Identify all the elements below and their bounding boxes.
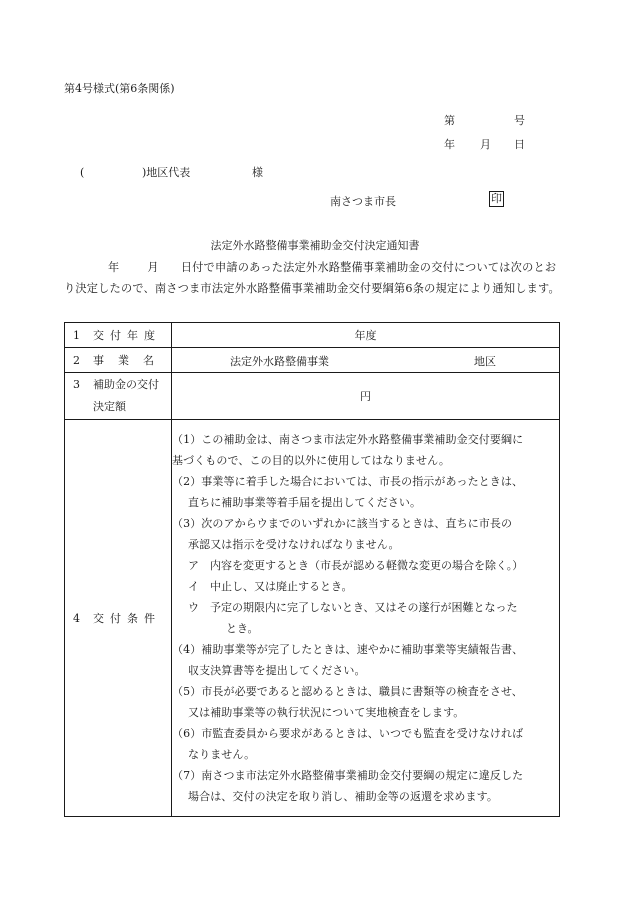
- condition-item: [172, 723, 559, 765]
- condition-item: [172, 765, 559, 807]
- sub-condition-key: ア: [188, 559, 199, 572]
- condition-text-continued: 場合は、交付の決定を取り消し、補助金等の返還を求めます。: [188, 790, 498, 803]
- body-year: 年: [108, 261, 120, 274]
- date-month: 月: [480, 138, 491, 151]
- project-name: 法定外水路整備事業: [230, 355, 329, 368]
- sub-condition-text: 予定の期限内に完了しないとき、又はその遂行が困難となった: [210, 601, 518, 614]
- condition-text: （2）事業等に着手した場合においては、市長の指示があったときは、: [172, 475, 524, 488]
- condition-text: （5）市長が必要であると認めるときは、職員に書類等の検査をさせ、: [172, 685, 523, 698]
- condition-text-continued: なりません。: [188, 748, 256, 761]
- sub-condition-key: イ: [188, 580, 199, 593]
- project-area: 地区: [474, 355, 496, 368]
- date-line: [444, 136, 525, 152]
- seal-mark: 印: [491, 192, 502, 205]
- row-label-line2: 決定額: [93, 400, 126, 413]
- condition-text: （6）市監査委員から要求があるときは、いつでも監査を受けなければ: [172, 727, 524, 740]
- condition-item: [172, 639, 559, 681]
- condition-text-continued: 直ちに補助事業等着手届を提出してください。: [188, 496, 422, 509]
- row-label-line1: 補助金の交付: [93, 378, 159, 391]
- row-number: 3: [73, 378, 80, 391]
- sub-condition-text: 内容を変更するとき（市長が認める軽微な変更の場合を除く。）: [210, 559, 524, 572]
- form-number: 第4号様式(第6条関係): [64, 82, 175, 95]
- row-label: [65, 373, 172, 420]
- date-day: 日: [514, 138, 525, 151]
- row-number: 4: [73, 611, 80, 625]
- row-number: 2: [73, 353, 80, 367]
- sub-condition-key: ウ: [188, 601, 199, 614]
- row-label: [65, 348, 172, 373]
- conditions-cell: [172, 420, 560, 817]
- addressee-honorific: 様: [252, 166, 263, 179]
- table-row: [65, 348, 560, 373]
- sub-condition-text-continued: とき。: [226, 622, 259, 635]
- condition-item: [172, 681, 559, 723]
- sub-condition-text: 中止し、又は廃止するとき。: [210, 580, 353, 593]
- row-number: 1: [73, 328, 80, 342]
- document-number-suffix: 号: [514, 114, 525, 127]
- body-paragraph: [64, 257, 564, 299]
- condition-text-continued: 承認又は指示を受けなければなりません。: [188, 538, 400, 551]
- condition-item: [172, 429, 559, 471]
- row-label: [65, 420, 172, 817]
- table-row: [65, 420, 560, 817]
- row-value: 年度: [172, 323, 560, 348]
- row-label-text: 交付年度: [93, 329, 161, 342]
- grant-details-table: [64, 322, 560, 817]
- condition-text: （1）この補助金は、南さつま市法定外水路整備事業補助金交付要綱に: [172, 433, 524, 446]
- row-label-text: 事業名: [93, 354, 168, 367]
- date-year: 年: [444, 138, 455, 151]
- condition-text-continued: 又は補助事業等の執行状況について実地検査をします。: [188, 706, 465, 719]
- sub-condition-item: [172, 597, 559, 639]
- table-row: [65, 323, 560, 348]
- addressee-paren-open: (: [80, 166, 85, 179]
- sub-condition-item: [172, 576, 559, 597]
- document-number-label: 第: [444, 114, 455, 127]
- condition-text-continued: 収支決算書等を提出してください。: [188, 664, 366, 677]
- sub-condition-item: [172, 555, 559, 576]
- document-title: 法定外水路整備事業補助金交付決定通知書: [210, 239, 420, 252]
- condition-text: （7）南さつま市法定外水路整備事業補助金交付要綱の規定に違反した: [172, 769, 524, 782]
- addressee-district-representative: )地区代表: [142, 166, 191, 179]
- condition-item: [172, 471, 559, 513]
- row-label-text: 交付条件: [93, 612, 161, 625]
- condition-text: （3）次のアからウまでのいずれかに該当するときは、直ちに市長の: [172, 517, 513, 530]
- condition-text: （4）補助事業等が完了したときは、速やかに補助事業等実績報告書、: [172, 643, 524, 656]
- sender-name: 南さつま市長: [330, 195, 396, 208]
- body-text: 日付で申請のあった法定外水路整備事業補助金の交付については次のとおり決定したので、南さつま市法定外水路整備事業補助金交付要綱第6条の規定により通知します。: [64, 261, 560, 295]
- condition-item: [172, 513, 559, 555]
- row-value: 円: [172, 373, 560, 420]
- row-label: [65, 323, 172, 348]
- row-value: [172, 348, 560, 373]
- condition-text-continued: 基づくもので、この目的以外に使用してはなりません。: [172, 454, 450, 467]
- table-row: [65, 373, 560, 420]
- addressee: [80, 164, 263, 180]
- body-month: 月: [147, 261, 159, 274]
